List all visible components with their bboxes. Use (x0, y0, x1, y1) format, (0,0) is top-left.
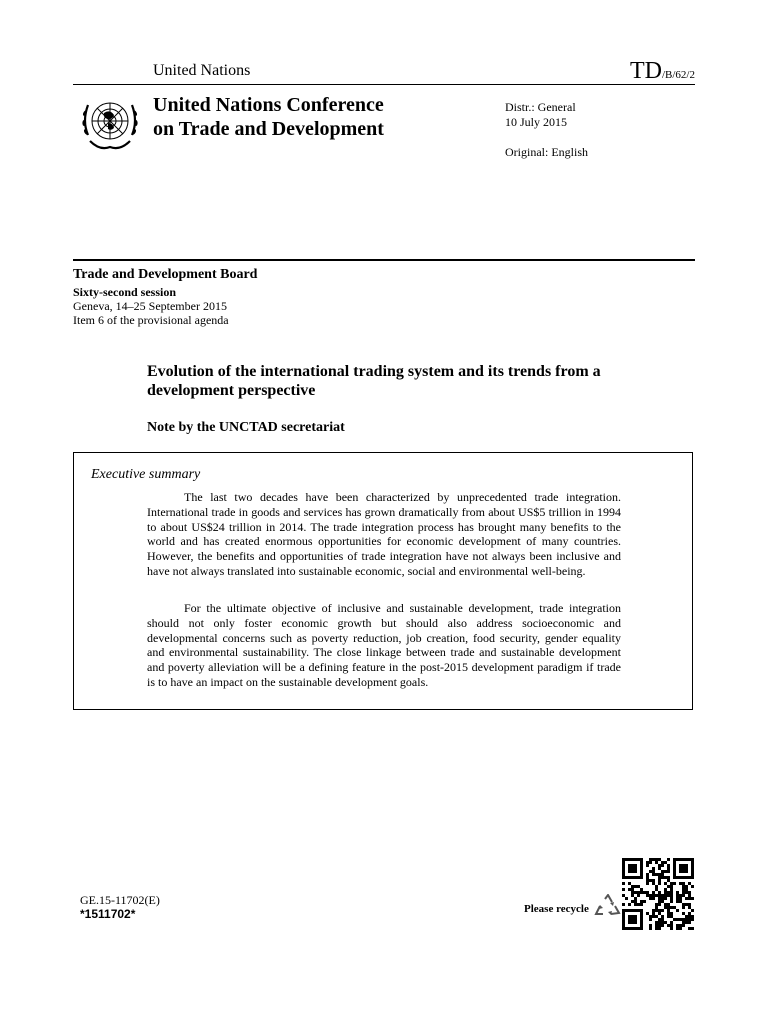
recycle-icon (594, 894, 622, 920)
document-title: Evolution of the international trading system and its trends from a development perspective (147, 363, 601, 399)
document-note: Note by the UNCTAD secretariat (147, 420, 345, 435)
job-number: GE.15-11702(E) (80, 893, 160, 907)
qr-code-icon (622, 858, 694, 930)
symbol-main: TD (629, 58, 662, 84)
board-name: Trade and Development Board (73, 267, 258, 282)
place-dates: Geneva, 14–25 September 2015 (73, 299, 227, 313)
session-name: Sixty-second session (73, 285, 177, 299)
header-rule-top (73, 84, 695, 85)
agenda-item: Item 6 of the provisional agenda (73, 313, 229, 327)
conference-line-2: on Trade and Development (153, 118, 384, 140)
distribution-block (505, 100, 576, 130)
distribution: Distr.: General (505, 100, 576, 114)
conference-line-1: United Nations Conference (153, 94, 384, 116)
symbol-suffix: /B/62/2 (661, 69, 695, 81)
un-emblem-icon (78, 95, 142, 153)
conference-name (153, 93, 384, 141)
original-language: Original: English (505, 145, 588, 159)
recycle-label: Please recycle (524, 903, 589, 915)
issue-date: 10 July 2015 (505, 115, 568, 129)
organization-name: United Nations (153, 62, 251, 79)
summary-paragraph: For the ultimate objective of inclusive and sustainable development, trade integration should not only foster economic growth but should also address socioeconomic and developmental concerns such as poverty reduction, job creation, food security, gender equality and environmental sustainability. The close linkage between trade and sustainable development and poverty alleviation will be a defining feature in the post-2015 development paradigm if trade is to have an impact on the sustainable development goals. (147, 601, 621, 689)
summary-heading: Executive summary (91, 467, 201, 482)
header-rule-bottom (73, 259, 695, 261)
barcode-text: *1511702* (80, 907, 136, 921)
summary-paragraph: The last two decades have been characterized by unprecedented trade integration. International trade in goods and services has grown dramatically from about US$5 trillion in 1994 to about US$24 trillion in 2014. The trade integration process has brought many benefits to the world and has created enormous opportunities for economic development of many countries. However, the benefits and opportunities of trade integration have not always been inclusive and have not always translated into sustainable economic, social and environmental well-being. (147, 490, 621, 578)
